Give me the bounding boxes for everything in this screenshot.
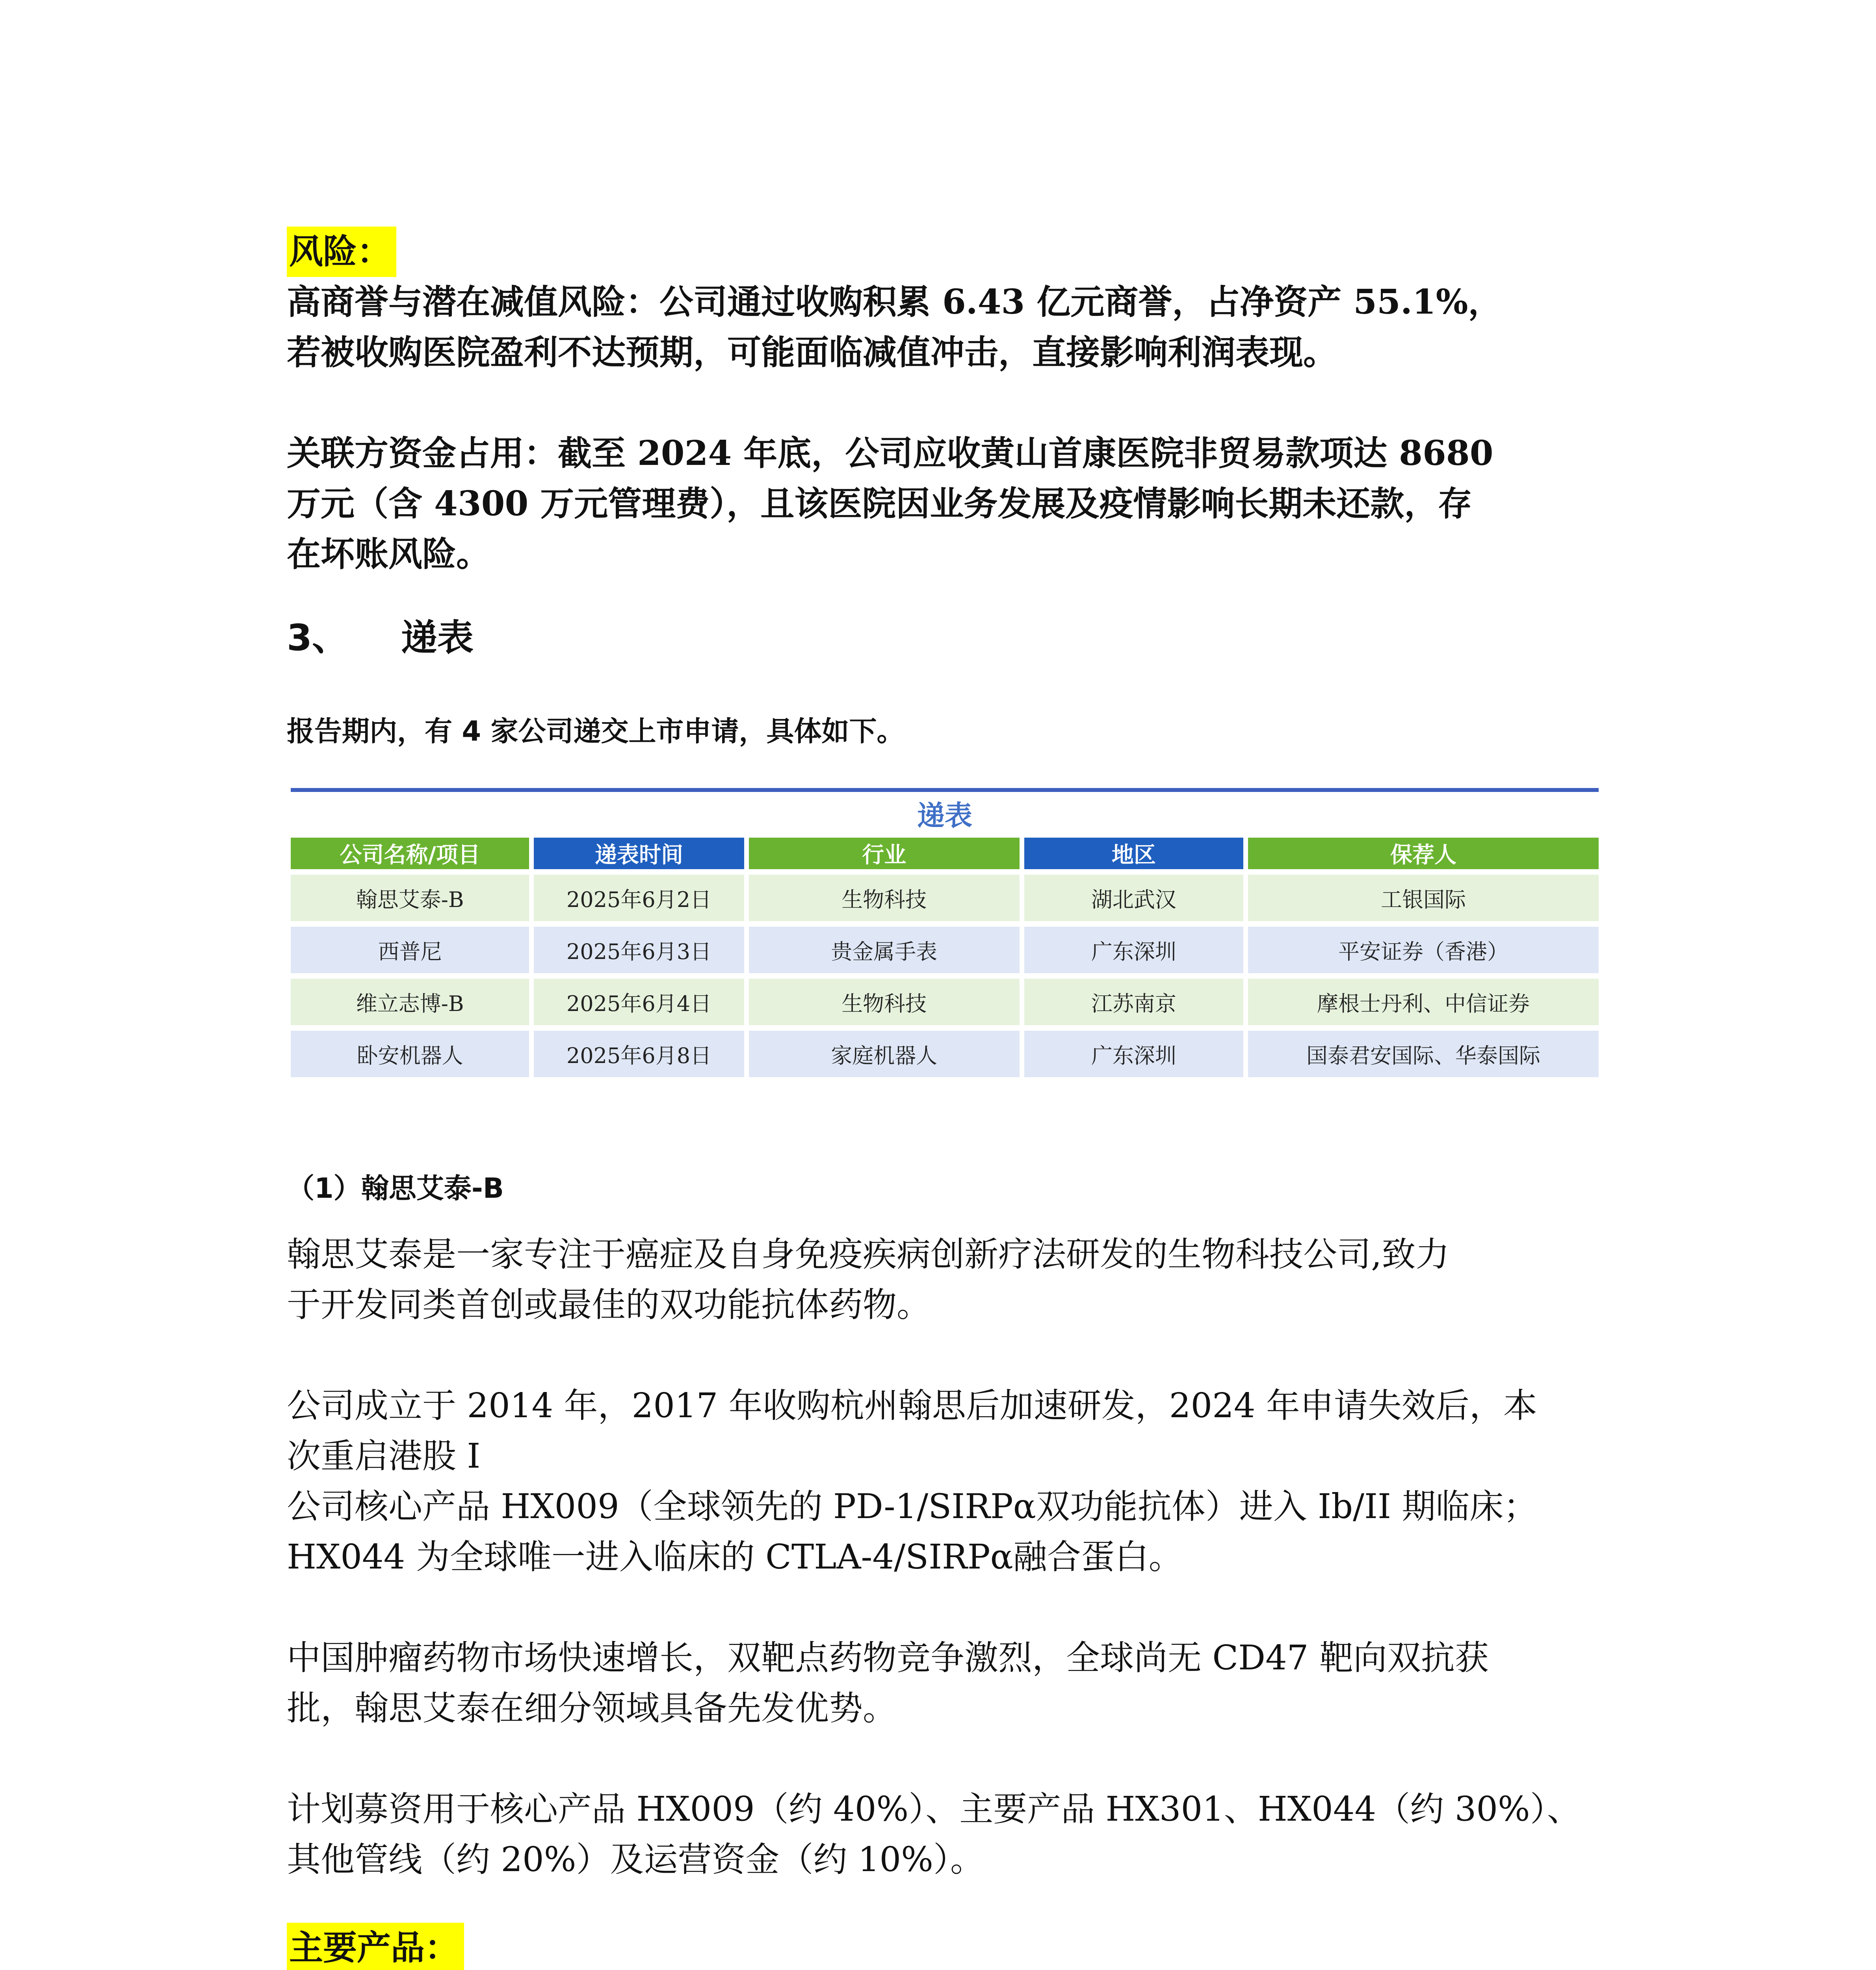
- risk-related-line-1: 关联方资金占用：截至 2024 年底，公司应收黄山首康医院非贸易款项达 8680: [287, 433, 1493, 473]
- cell-sponsor: 摩根士丹利、中信证券: [1248, 979, 1599, 1025]
- table-header-row: [291, 838, 1599, 869]
- section-title: 递表: [401, 617, 474, 659]
- table-row: [291, 875, 1599, 921]
- col-header-date: 递表时间: [534, 838, 744, 869]
- cell-sponsor: 工银国际: [1248, 875, 1599, 921]
- cell-company: 维立志博-B: [291, 979, 529, 1025]
- company-para-2-line-2: 次重启港股 I: [287, 1437, 481, 1476]
- risk-related-party-para: [287, 428, 1599, 580]
- cell-company: 翰思艾泰-B: [291, 875, 529, 921]
- cell-industry: 贵金属手表: [749, 927, 1020, 973]
- cell-industry: 家庭机器人: [749, 1031, 1020, 1077]
- company-para-2-line-1: 公司成立于 2014 年，2017 年收购杭州翰思后加速研发，2024 年申请失效后，本: [287, 1386, 1537, 1425]
- col-header-industry: 行业: [749, 838, 1020, 869]
- section-number: 3、: [287, 617, 349, 659]
- company-description: [287, 1229, 1599, 1885]
- company-para-1-line-1: 翰思艾泰是一家专注于癌症及自身免疫疾病创新疗法研发的生物科技公司,致力: [287, 1235, 1450, 1274]
- col-header-sponsor: 保荐人: [1248, 838, 1599, 869]
- company-para-1: [287, 1229, 1599, 1330]
- company-heading: （1）翰思艾泰-B: [287, 1172, 504, 1204]
- cell-date: 2025年6月2日: [534, 875, 744, 921]
- company-para-2-line-4: HX044 为全球唯一进入临床的 CTLA-4/SIRPα融合蛋白。: [287, 1537, 1183, 1577]
- risk-section: [287, 227, 1599, 580]
- filing-grid: [286, 832, 1603, 1083]
- cell-region: 湖北武汉: [1024, 875, 1243, 921]
- cell-region: 广东深圳: [1024, 1031, 1243, 1077]
- table-top-rule: [291, 788, 1599, 792]
- table-row: [291, 979, 1599, 1025]
- risk-tag: 风险：: [287, 227, 396, 277]
- company-para-3: [287, 1633, 1599, 1734]
- products-section: [287, 1923, 1599, 1970]
- col-header-region: 地区: [1024, 838, 1243, 869]
- cell-region: 广东深圳: [1024, 927, 1243, 973]
- company-para-2: [287, 1381, 1599, 1582]
- cell-date: 2025年6月8日: [534, 1031, 744, 1077]
- col-header-company: 公司名称/项目: [291, 838, 529, 869]
- company-para-4: [287, 1784, 1599, 1885]
- company-para-3-line-1: 中国肿瘤药物市场快速增长，双靶点药物竞争激烈，全球尚无 CD47 靶向双抗获: [287, 1638, 1489, 1678]
- cell-company: 西普尼: [291, 927, 529, 973]
- risk-related-line-2: 万元（含 4300 万元管理费），且该医院因业务发展及疫情影响长期未还款，存: [287, 484, 1472, 524]
- table-row: [291, 1031, 1599, 1077]
- company-para-2-line-3: 公司核心产品 HX009（全球领先的 PD-1/SIRPα双功能抗体）进入 Ib/II 期临床；: [287, 1487, 1538, 1526]
- risk-goodwill-line-1: 高商誉与潜在减值风险：公司通过收购积累 6.43 亿元商誉，占净资产 55.1%，: [287, 282, 1502, 322]
- table-title: 递表: [917, 799, 972, 832]
- cell-sponsor: 国泰君安国际、华泰国际: [1248, 1031, 1599, 1077]
- company-para-1-line-2: 于开发同类首创或最佳的双功能抗体药物。: [287, 1285, 931, 1325]
- table-row: [291, 927, 1599, 973]
- cell-sponsor: 平安证券（香港）: [1248, 927, 1599, 973]
- cell-date: 2025年6月4日: [534, 979, 744, 1025]
- risk-goodwill-para: [287, 277, 1599, 378]
- company-para-3-line-2: 批，翰思艾泰在细分领域具备先发优势。: [287, 1689, 897, 1728]
- risk-related-line-3: 在坏账风险。: [287, 534, 490, 574]
- cell-region: 江苏南京: [1024, 979, 1243, 1025]
- risk-goodwill-line-2: 若被收购医院盈利不达预期，可能面临减值冲击，直接影响利润表现。: [287, 333, 1337, 372]
- cell-date: 2025年6月3日: [534, 927, 744, 973]
- company-para-4-line-2: 其他管线（约 20%）及运营资金（约 10%）。: [287, 1840, 984, 1879]
- filing-table: [291, 788, 1599, 1083]
- company-para-4-line-1: 计划募资用于核心产品 HX009（约 40%）、主要产品 HX301、HX044（约 30%）、: [287, 1790, 1581, 1829]
- cell-industry: 生物科技: [749, 979, 1020, 1025]
- cell-company: 卧安机器人: [291, 1031, 529, 1077]
- intro-line: 报告期内，有 4 家公司递交上市申请，具体如下。: [287, 715, 905, 747]
- cell-industry: 生物科技: [749, 875, 1020, 921]
- products-tag: 主要产品：: [287, 1923, 464, 1970]
- section-heading: [287, 609, 1599, 661]
